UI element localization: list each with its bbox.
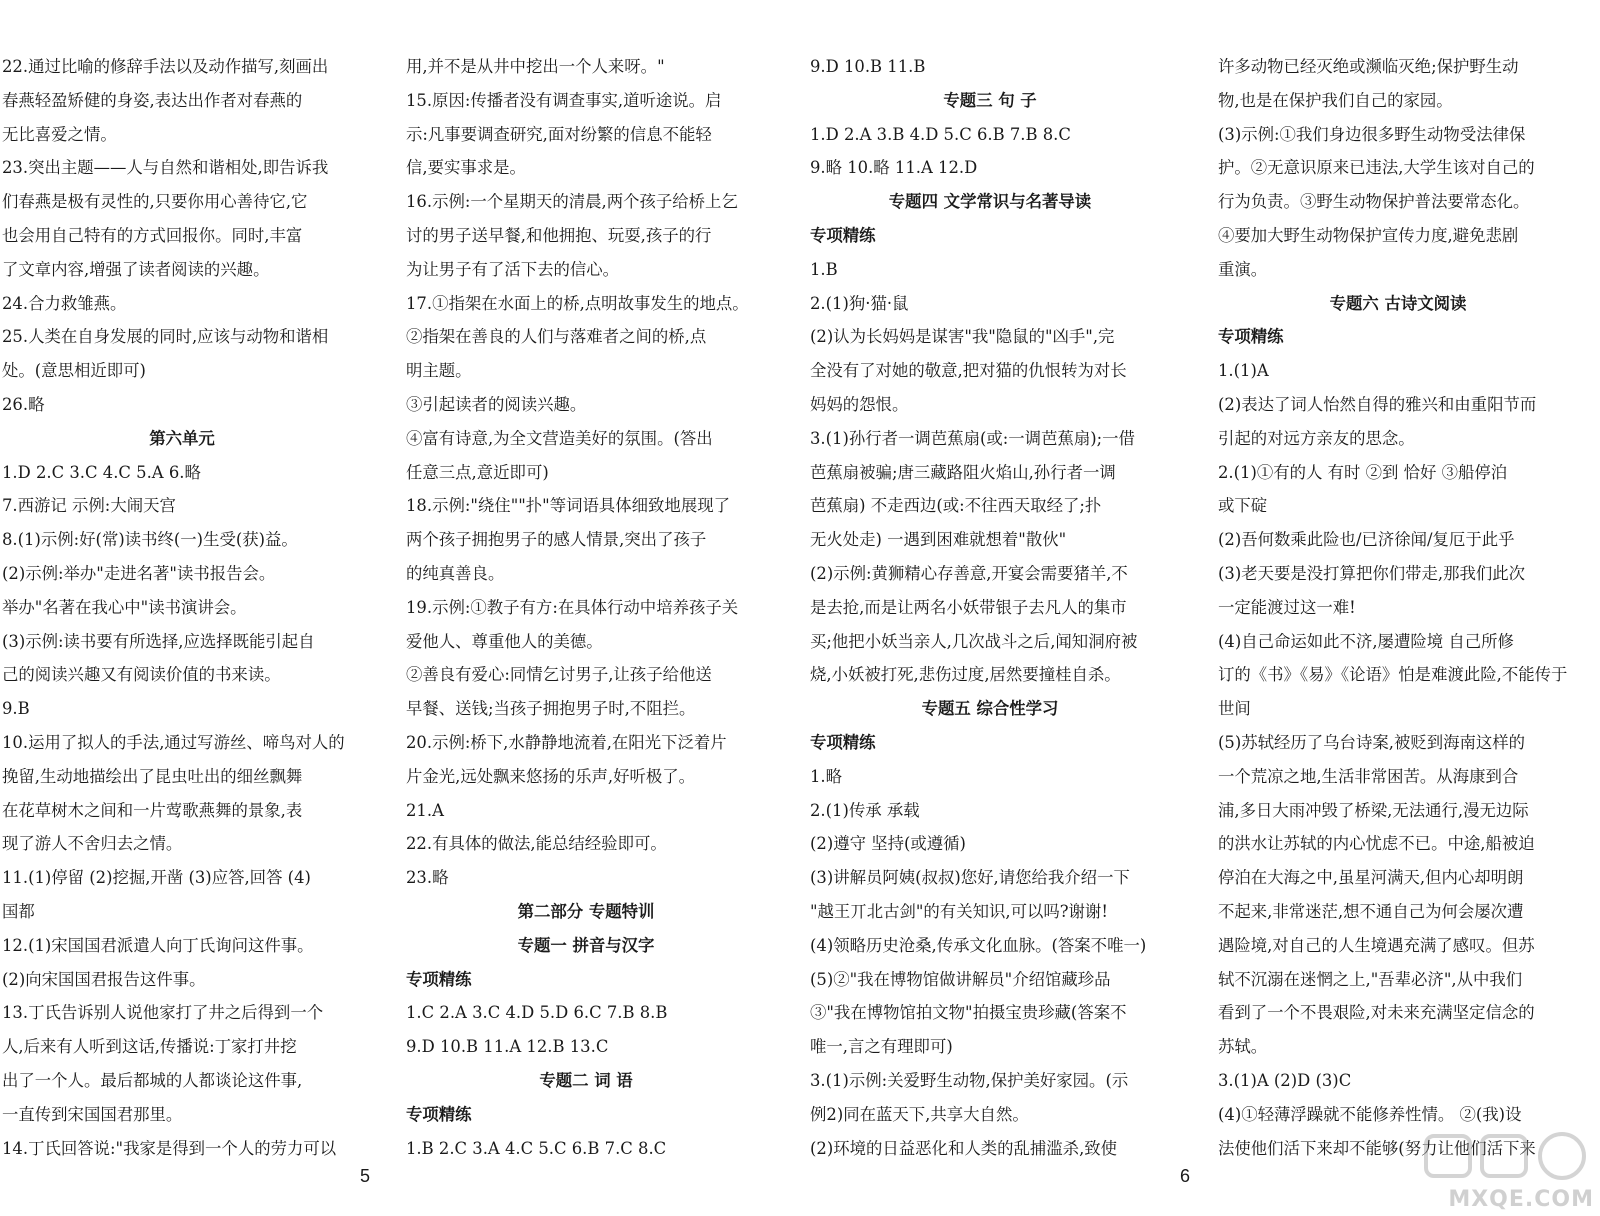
answer-line: 爱他人、尊重他人的美德。: [406, 631, 603, 651]
answer-line: 不起来,非常迷茫,想不通自己为何会屡次遭: [1218, 901, 1524, 921]
answer-line: 3.(1)孙行者一调芭蕉扇(或:一调芭蕉扇);一借: [810, 428, 1135, 448]
answer-line: 22.有具体的做法,能总结经验即可。: [406, 834, 667, 854]
answer-line: 看到了一个不畏艰险,对未来充满坚定信念的: [1218, 1003, 1535, 1023]
answer-line: 己的阅读兴趣又有阅读价值的书来读。: [2, 665, 281, 685]
section-heading: 第六单元: [149, 428, 215, 448]
answer-line: 现了游人不舍归去之情。: [2, 834, 183, 854]
answer-line: 苏轼。: [1218, 1037, 1268, 1057]
answer-line: 全没有了对她的敬意,把对猫的仇恨转为对长: [810, 361, 1127, 381]
answer-line: (2)认为长妈妈是谋害"我"隐鼠的"凶手",完: [810, 327, 1115, 347]
answer-column-4: [1218, 50, 1590, 1165]
answer-line: (3)讲解员阿姨(叔叔)您好,请您给我介绍一下: [810, 868, 1130, 888]
answer-line: 订的《书》《易》《论语》怕是难渡此险,不能传于: [1218, 665, 1568, 685]
answer-line: 片金光,远处飘来悠扬的乐声,好听极了。: [406, 766, 696, 786]
section-heading: 专题一 拼音与汉字: [517, 935, 655, 955]
section-heading: 专题五 综合性学习: [921, 699, 1059, 719]
watermark: [1418, 1128, 1600, 1216]
answer-line: 3.(1)示例:关爱野生动物,保护美好家园。(示: [810, 1070, 1129, 1090]
answer-line: 7.西游记 示例:大闹天宫: [2, 496, 176, 516]
answer-line: 1.略: [810, 766, 843, 786]
answer-line: 1.B 2.C 3.A 4.C 5.C 6.B 7.C 8.C: [406, 1138, 667, 1158]
answer-line: 早餐、送钱;当孩子拥抱男子时,不阻拦。: [406, 699, 696, 719]
answer-line: 了文章内容,增强了读者阅读的兴趣。: [2, 259, 270, 279]
answer-column-2: [406, 50, 778, 1165]
answer-line: 例2)同在蓝天下,共享大自然。: [810, 1104, 1029, 1124]
answer-line: 护。②无意识原来已违法,大学生该对自己的: [1218, 158, 1535, 178]
answer-line: 重演。: [1218, 259, 1268, 279]
answer-line: (2)向宋国国君报告这件事。: [2, 969, 206, 989]
answer-line: 10.运用了拟人的手法,通过写游丝、啼鸟对人的: [2, 732, 345, 752]
answer-line: 许多动物已经灭绝或濒临灭绝;保护野生动: [1218, 57, 1519, 76]
answer-line: 2.(1)①有的人 有时 ②到 恰好 ③船停泊: [1218, 462, 1508, 482]
answer-line: 人,后来有人听到这话,传播说:丁家打井挖: [2, 1037, 297, 1057]
answer-line: ④要加大野生动物保护宣传力度,避免悲剧: [1218, 225, 1519, 245]
answer-line: 举办"名著在我心中"读书演讲会。: [2, 597, 247, 617]
answer-line: 轼不沉溺在迷惘之上,"吾辈必济",从中我们: [1218, 969, 1523, 989]
answer-line: 也会用自己特有的方式回报你。同时,丰富: [2, 225, 303, 245]
answer-line: 17.①指架在水面上的桥,点明故事发生的地点。: [406, 293, 749, 313]
answer-line: 引起的对远方亲友的思念。: [1218, 428, 1415, 448]
answer-line: 3.(1)A (2)D (3)C: [1218, 1070, 1352, 1090]
subsection-label: 专项精练: [406, 969, 472, 989]
section-heading: 专题二 词 语: [539, 1070, 633, 1090]
answer-line: 26.略: [2, 394, 45, 414]
answer-line: (4)自己命运如此不济,屡遭险境 自己所修: [1218, 631, 1514, 651]
subsection-label: 专项精练: [810, 225, 876, 245]
answer-line: 或下碇: [1218, 496, 1268, 516]
answer-line: 18.示例:"绕住""扑"等词语具体细致地展现了: [406, 496, 730, 516]
answer-line: (2)环境的日益恶化和人类的乱捕滥杀,致使: [810, 1138, 1118, 1158]
answer-line: (2)表达了词人怡然自得的雅兴和由重阳节而: [1218, 394, 1537, 414]
answer-line: ③引起读者的阅读兴趣。: [406, 394, 587, 414]
answer-line: 世间: [1218, 699, 1251, 719]
answer-line: 23.突出主题——人与自然和谐相处,即告诉我: [2, 158, 329, 178]
answer-line: 芭蕉扇) 不走西边(或:不往西天取经了;扑: [810, 496, 1102, 516]
answer-line: 19.示例:①教子有方:在具体行动中培养孩子关: [406, 597, 739, 617]
answer-line: 1.D 2.A 3.B 4.D 5.C 6.B 7.B 8.C: [810, 124, 1071, 144]
answer-line: "越王丌北古剑"的有关知识,可以吗?谢谢!: [810, 901, 1108, 921]
answer-line: 无火处走) 一遇到困难就想着"散伙": [810, 530, 1067, 550]
answer-line: (2)示例:举办"走进名著"读书报告会。: [2, 563, 276, 583]
answer-line: 用,并不是从井中挖出一个人来呀。": [406, 57, 665, 76]
answer-line: 任意三点,意近即可): [406, 462, 549, 482]
answer-line: (5)②"我在博物馆做讲解员"介绍馆藏珍品: [810, 969, 1111, 989]
answer-line: ②指架在善良的人们与落难者之间的桥,点: [406, 327, 707, 347]
answer-column-3: [810, 50, 1182, 1165]
answer-line: 23.略: [406, 868, 449, 888]
answer-line: 在花草树木之间和一片莺歌燕舞的景象,表: [2, 800, 303, 820]
answer-line: 信,要实事求是。: [406, 158, 526, 178]
answer-line: (4)①轻薄浮躁就不能修养性情。 ②(我)设: [1218, 1104, 1522, 1124]
answer-line: 1.(1)A: [1218, 361, 1269, 381]
section-heading: 专题六 古诗文阅读: [1329, 293, 1467, 313]
answer-line: 16.示例:一个星期天的清晨,两个孩子给桥上乞: [406, 192, 738, 212]
answer-line: (2)吾何数乘此险也/已济徐闻/复厄于此乎: [1218, 530, 1515, 550]
answer-line: 春燕轻盈矫健的身姿,表达出作者对春燕的: [2, 90, 303, 110]
answer-line: 行为负责。③野生动物保护普法要常态化。: [1218, 192, 1530, 212]
answer-line: 示:凡事要调查研究,面对纷繁的信息不能轻: [406, 124, 712, 144]
section-heading: 专题四 文学常识与名著导读: [888, 192, 1092, 212]
answer-line: 一直传到宋国国君那里。: [2, 1104, 183, 1124]
answer-line: 法使他们活下来却不能够(努力让他们活下来: [1218, 1138, 1536, 1158]
answer-line: 8.(1)示例:好(常)读书终(一)生受(获)益。: [2, 530, 298, 550]
answer-line: 烧,小妖被打死,悲伤过度,居然要撞桂自杀。: [810, 665, 1121, 685]
answer-line: 1.C 2.A 3.C 4.D 5.D 6.C 7.B 8.B: [406, 1003, 668, 1023]
subsection-label: 专项精练: [406, 1104, 472, 1124]
answer-line: 是去抢,而是让两名小妖带银子去凡人的集市: [810, 597, 1127, 617]
answer-line: ②善良有爱心:同情乞讨男子,让孩子给他送: [406, 665, 712, 685]
answer-line: 讨的男子送早餐,和他拥抱、玩耍,孩子的行: [406, 225, 712, 245]
answer-line: 遇险境,对自己的人生境遇充满了感叹。但苏: [1218, 935, 1535, 955]
watermark-logo-icon: [1418, 1128, 1600, 1184]
answer-line: (5)苏轼经历了乌台诗案,被贬到海南这样的: [1218, 732, 1526, 752]
answer-line: 的洪水让苏轼的内心忧虑不已。中途,船被迫: [1218, 834, 1535, 854]
subsection-label: 专项精练: [810, 732, 876, 752]
answer-line: 2.(1)狗·猫·鼠: [810, 293, 909, 313]
answer-line: 22.通过比喻的修辞手法以及动作描写,刻画出: [2, 57, 329, 76]
answer-line: 们春燕是极有灵性的,只要你用心善待它,它: [2, 192, 308, 212]
subsection-label: 专项精练: [1218, 327, 1284, 347]
page-number-left: 5: [360, 1166, 371, 1186]
answer-line: 物,也是在保护我们自己的家园。: [1218, 90, 1453, 110]
answer-line: 无比喜爱之情。: [2, 124, 117, 144]
answer-line: 芭蕉扇被骗;唐三藏路阻火焰山,孙行者一调: [810, 462, 1116, 482]
section-heading: 第二部分 专题特训: [517, 901, 655, 921]
answer-line: (3)示例:读书要有所选择,应选择既能引起自: [2, 631, 315, 651]
answer-line: 一定能渡过这一难!: [1218, 597, 1356, 617]
answer-line: 唯一,言之有理即可): [810, 1037, 953, 1057]
answer-line: 24.合力救雏燕。: [2, 293, 127, 313]
answer-line: 国都: [2, 901, 35, 921]
answer-line: 9.D 10.B 11.B: [810, 57, 926, 76]
answer-line: 停泊在大海之中,虽星河满天,但内心却明朗: [1218, 868, 1524, 888]
answer-line: 为让男子有了活下去的信心。: [406, 259, 620, 279]
answer-line: 11.(1)停留 (2)挖掘,开凿 (3)应答,回答 (4): [2, 868, 311, 888]
answer-line: 一个荒凉之地,生活非常困苦。从海康到合: [1218, 766, 1519, 786]
answer-line: (2)遵守 坚持(或遵循): [810, 834, 966, 854]
answer-line: 出了一个人。最后都城的人都谈论这件事,: [2, 1070, 303, 1090]
answer-line: (4)领略历史沧桑,传承文化血脉。(答案不唯一): [810, 935, 1147, 955]
page-number-right: 6: [1180, 1166, 1191, 1186]
answer-line: 的纯真善良。: [406, 563, 505, 583]
answer-line: 两个孩子拥抱男子的感人情景,突出了孩子: [406, 530, 707, 550]
answer-line: 9.略 10.略 11.A 12.D: [810, 158, 978, 178]
answer-line: 9.B: [2, 699, 30, 719]
answer-line: 13.丁氏告诉别人说他家打了井之后得到一个: [2, 1003, 324, 1023]
answer-line: 1.D 2.C 3.C 4.C 5.A 6.略: [2, 462, 201, 482]
answer-line: 9.D 10.B 11.A 12.B 13.C: [406, 1037, 609, 1057]
answer-line: ④富有诗意,为全文营造美好的氛围。(答出: [406, 428, 713, 448]
answer-line: 明主题。: [406, 361, 472, 381]
answer-line: 处。(意思相近即可): [2, 361, 146, 381]
answer-line: 买;他把小妖当亲人,几次战斗之后,闻知洞府被: [810, 631, 1138, 651]
answer-line: 20.示例:桥下,水静静地流着,在阳光下泛着片: [406, 732, 727, 752]
answer-line: 25.人类在自身发展的同时,应该与动物和谐相: [2, 327, 329, 347]
answer-line: 妈妈的怨恨。: [810, 394, 909, 414]
answer-line: (3)老天要是没打算把你们带走,那我们此次: [1218, 563, 1526, 583]
section-heading: 专题三 句 子: [943, 90, 1037, 110]
answer-line: 浦,多日大雨冲毁了桥梁,无法通行,漫无边际: [1218, 800, 1529, 820]
watermark-site: MXQE.COM: [1448, 1187, 1594, 1212]
answer-line: 15.原因:传播者没有调查事实,道听途说。启: [406, 90, 722, 110]
answer-line: (2)示例:黄狮精心存善意,开宴会需要猪羊,不: [810, 563, 1128, 583]
answer-line: 2.(1)传承 承载: [810, 800, 920, 820]
answer-line: 21.A: [406, 800, 444, 820]
answer-line: 12.(1)宋国国君派遣人向丁氏询问这件事。: [2, 935, 314, 955]
answer-line: ③"我在博物馆拍文物"拍摄宝贵珍藏(答案不: [810, 1003, 1127, 1023]
answer-line: 1.B: [810, 259, 838, 279]
answer-column-1: [2, 50, 374, 1165]
answer-line: 挽留,生动地描绘出了昆虫吐出的细丝飘舞: [2, 766, 303, 786]
answer-line: 14.丁氏回答说:"我家是得到一个人的劳力可以: [2, 1138, 337, 1158]
answer-line: (3)示例:①我们身边很多野生动物受法律保: [1218, 124, 1526, 144]
